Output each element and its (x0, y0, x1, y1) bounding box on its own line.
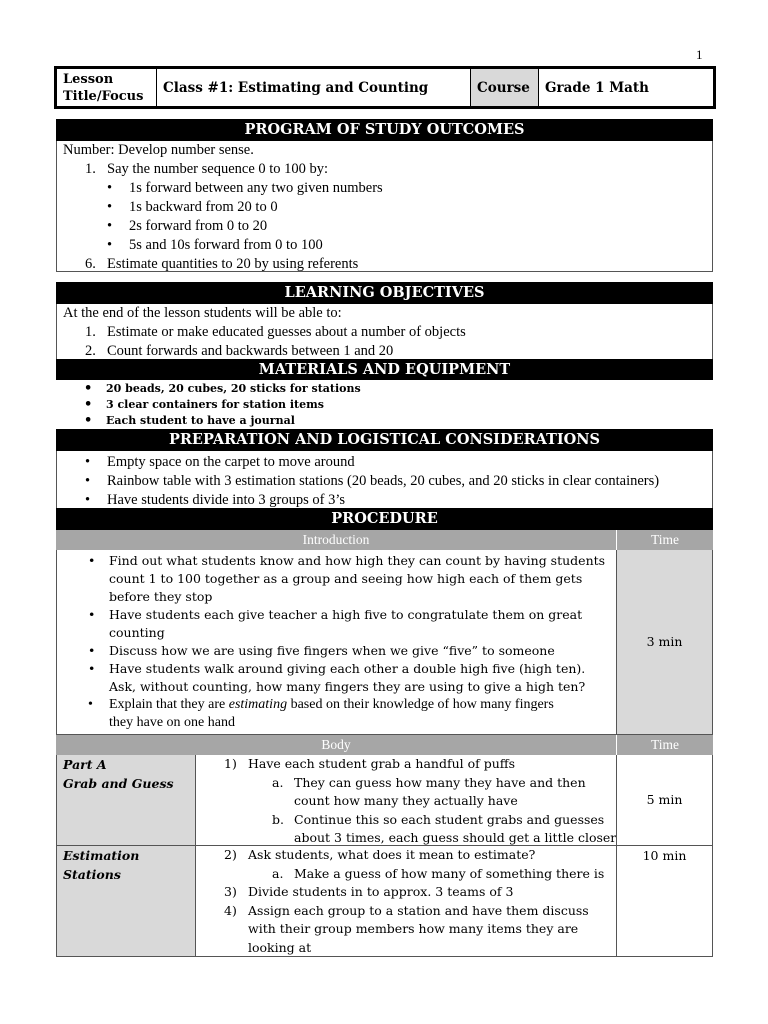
lesson-title-label (57, 69, 157, 106)
step-1a: a. They can guess how many they have and then count how many they actually have (272, 774, 586, 808)
stations-steps (196, 846, 618, 957)
outcome-item-1: 1. Say the number sequence 0 to 100 by: (85, 161, 329, 177)
outcome-item-6: 6. Estimate quantities to 20 by using referents (85, 256, 359, 272)
course-value: Grade 1 Math (545, 79, 649, 96)
intro-item: • Explain that they are estimating based on their knowledge of how many fingers they have on one hand (85, 696, 614, 732)
outcome-bullet: • 2s forward from 0 to 20 (57, 217, 712, 236)
time-header: Time (650, 532, 679, 547)
introduction-header: Introduction (56, 530, 617, 550)
part-a-steps (196, 755, 618, 848)
intro-item: • Find out what students know and how high they can count by having students count 1 to 100 together as a group and seeing how high each of them gets before they stop (85, 552, 614, 606)
preparation-item: • Have students divide into 3 groups of 3’s (57, 491, 712, 510)
step-3: 3) Divide students in to approx. 3 teams of 3 (224, 884, 514, 899)
materials-item: • Each student to have a journal (56, 413, 713, 429)
lesson-header-table (54, 66, 716, 109)
introduction-content (56, 550, 713, 735)
objectives-heading: LEARNING OBJECTIVES (56, 282, 713, 304)
part-a-label: Part A Grab and Guess (57, 755, 196, 845)
preparation-item: • Empty space on the carpet to move around (57, 453, 712, 472)
outcome-bullet: • 5s and 10s forward from 0 to 100 (57, 236, 712, 255)
stations-row (56, 846, 713, 957)
course-label: Course (471, 69, 539, 106)
part-a-time: 5 min (616, 755, 712, 845)
materials-item: • 3 clear containers for station items (56, 397, 713, 413)
objective-item: 2. Count forwards and backwards between 1 and 20 (85, 343, 394, 359)
introduction-header-row (56, 530, 713, 550)
step-2a: a. Make a guess of how many of something there is (272, 865, 605, 881)
intro-item: • Have students walk around giving each other a double high five (high ten). Ask, without counting, how many fingers they are using to give a high ten? (85, 660, 614, 696)
page-number: 1 (696, 47, 703, 62)
step-1b: b. Continue this so each student grabs and guesses about 3 times, each guess should get a little closer (272, 811, 617, 845)
materials-section (56, 381, 713, 429)
intro-item: • Have students each give teacher a high five to congratulate them on great counting (85, 606, 614, 642)
objectives-section (56, 304, 713, 360)
stations-label: Estimation Stations (57, 846, 196, 956)
body-header: Body (56, 735, 617, 755)
outcomes-intro: Number: Develop number sense. (63, 142, 254, 158)
preparation-item: • Rainbow table with 3 estimation stations (20 beads, 20 cubes, and 20 sticks in clear containers) (57, 472, 712, 491)
outcomes-heading: PROGRAM OF STUDY OUTCOMES (56, 119, 713, 141)
stations-time: 10 min (616, 846, 712, 956)
lesson-label-line1: Lesson (63, 71, 114, 87)
body-header-row (56, 735, 713, 755)
lesson-title-value: Class #1: Estimating and Counting (157, 69, 471, 106)
outcome-bullet: • 1s backward from 20 to 0 (57, 198, 712, 217)
step-2: 2) Ask students, what does it mean to estimate? (224, 847, 536, 862)
materials-heading: MATERIALS AND EQUIPMENT (56, 359, 713, 380)
lesson-label-line2: Title/Focus (63, 88, 144, 104)
objectives-intro: At the end of the lesson students will be able to: (63, 305, 342, 321)
materials-item: • 20 beads, 20 cubes, 20 sticks for stations (56, 381, 713, 397)
procedure-heading: PROCEDURE (56, 508, 713, 530)
step-4: 4) Assign each group to a station and have them discuss with their group members how many items they are looking at (224, 902, 589, 955)
outcome-bullet: • 1s forward between any two given numbers (57, 179, 712, 198)
body-time-header: Time (650, 737, 679, 752)
objective-item: 1. Estimate or make educated guesses about a number of objects (85, 324, 466, 340)
step-1: 1) Have each student grab a handful of puffs (224, 756, 516, 771)
intro-item: • Discuss how we are using five fingers when we give “five” to someone (85, 642, 614, 660)
intro-time: 3 min (616, 550, 712, 734)
preparation-section (56, 451, 713, 508)
preparation-heading: PREPARATION AND LOGISTICAL CONSIDERATIONS (56, 429, 713, 451)
part-a-row (56, 755, 713, 846)
outcomes-section (56, 141, 713, 272)
